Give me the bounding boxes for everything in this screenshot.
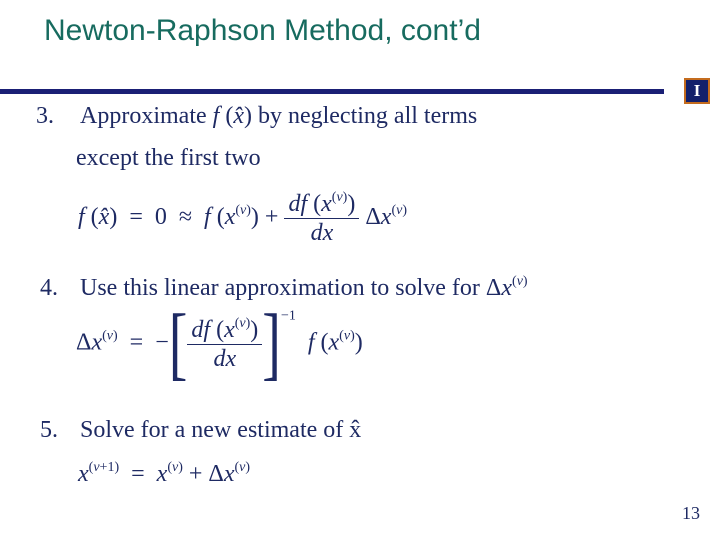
title-divider: [0, 89, 664, 94]
equation-solve-delta: $\Delta x^{(v)}$ = −[ $\frac{df (x^{(v)})}{dx}$ ]$^{-1}$ f $(x^{(v)})$: [76, 299, 363, 389]
step-3-line2: except the first two: [76, 145, 261, 171]
step-3-line1: Approximate f (x̂) by neglecting all terms: [80, 103, 478, 129]
equation-update: $x^{(v+1)} = x^{(v)} + \Delta x^{(v)}$: [78, 460, 251, 487]
step-4-number: 4.: [40, 275, 58, 301]
step-5-text: Solve for a new estimate of x̂: [80, 417, 362, 443]
equation-taylor-approx: f (x̂) = 0 ≈ f $(x^{(v)})$ + $\frac{df (x^{(v)})}{dx}$ $\Delta x^{(v)}$: [78, 190, 407, 246]
page-number: 13: [682, 503, 700, 523]
slide-title: Newton-Raphson Method, cont’d: [44, 14, 481, 47]
university-logo-icon: I: [684, 78, 710, 104]
step-4-text: Use this linear approximation to solve for $\Delta x^{(v)}$: [80, 274, 528, 301]
step-3-number: 3.: [36, 103, 54, 129]
step-5-number: 5.: [40, 417, 58, 443]
